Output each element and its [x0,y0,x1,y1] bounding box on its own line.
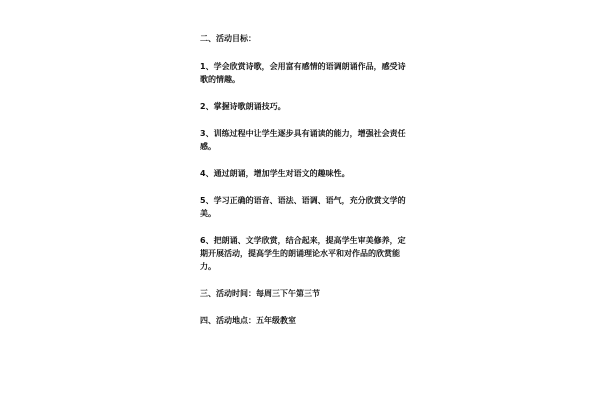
spacer [200,180,410,194]
spacer [200,86,410,100]
spacer [200,273,410,287]
goal-item-4: 4、通过朗诵，增加学生对语文的趣味性。 [200,169,350,178]
goal-item-5: 5、学习正确的语音、语法、语调、语气，充分欣赏文学的美。 [200,196,406,218]
spacer [200,300,410,314]
goal-item-1: 1、学会欣赏诗歌，会用富有感情的语调朗诵作品，感受诗歌的情趣。 [200,62,406,84]
goal-item-3: 3、训练过程中让学生逐步具有诵读的能力，增强社会责任感。 [200,129,406,151]
spacer [200,113,410,127]
document-body [200,32,410,327]
goal-item-6: 6、把朗诵、文学欣赏，结合起来，提高学生审美修养，定期开展活动，提高学生的朗诵理论水平和对作品的欣赏能力。 [200,236,406,271]
spacer [200,153,410,167]
section-place: 四、活动地点：五年级教室 [200,316,296,325]
section-time: 三、活动时间：每周三下午第三节 [200,289,320,298]
spacer [200,45,410,60]
goal-item-2: 2、掌握诗歌朗诵技巧。 [200,102,286,111]
spacer [200,220,410,234]
section-goals-heading: 二、活动目标： [200,34,256,43]
